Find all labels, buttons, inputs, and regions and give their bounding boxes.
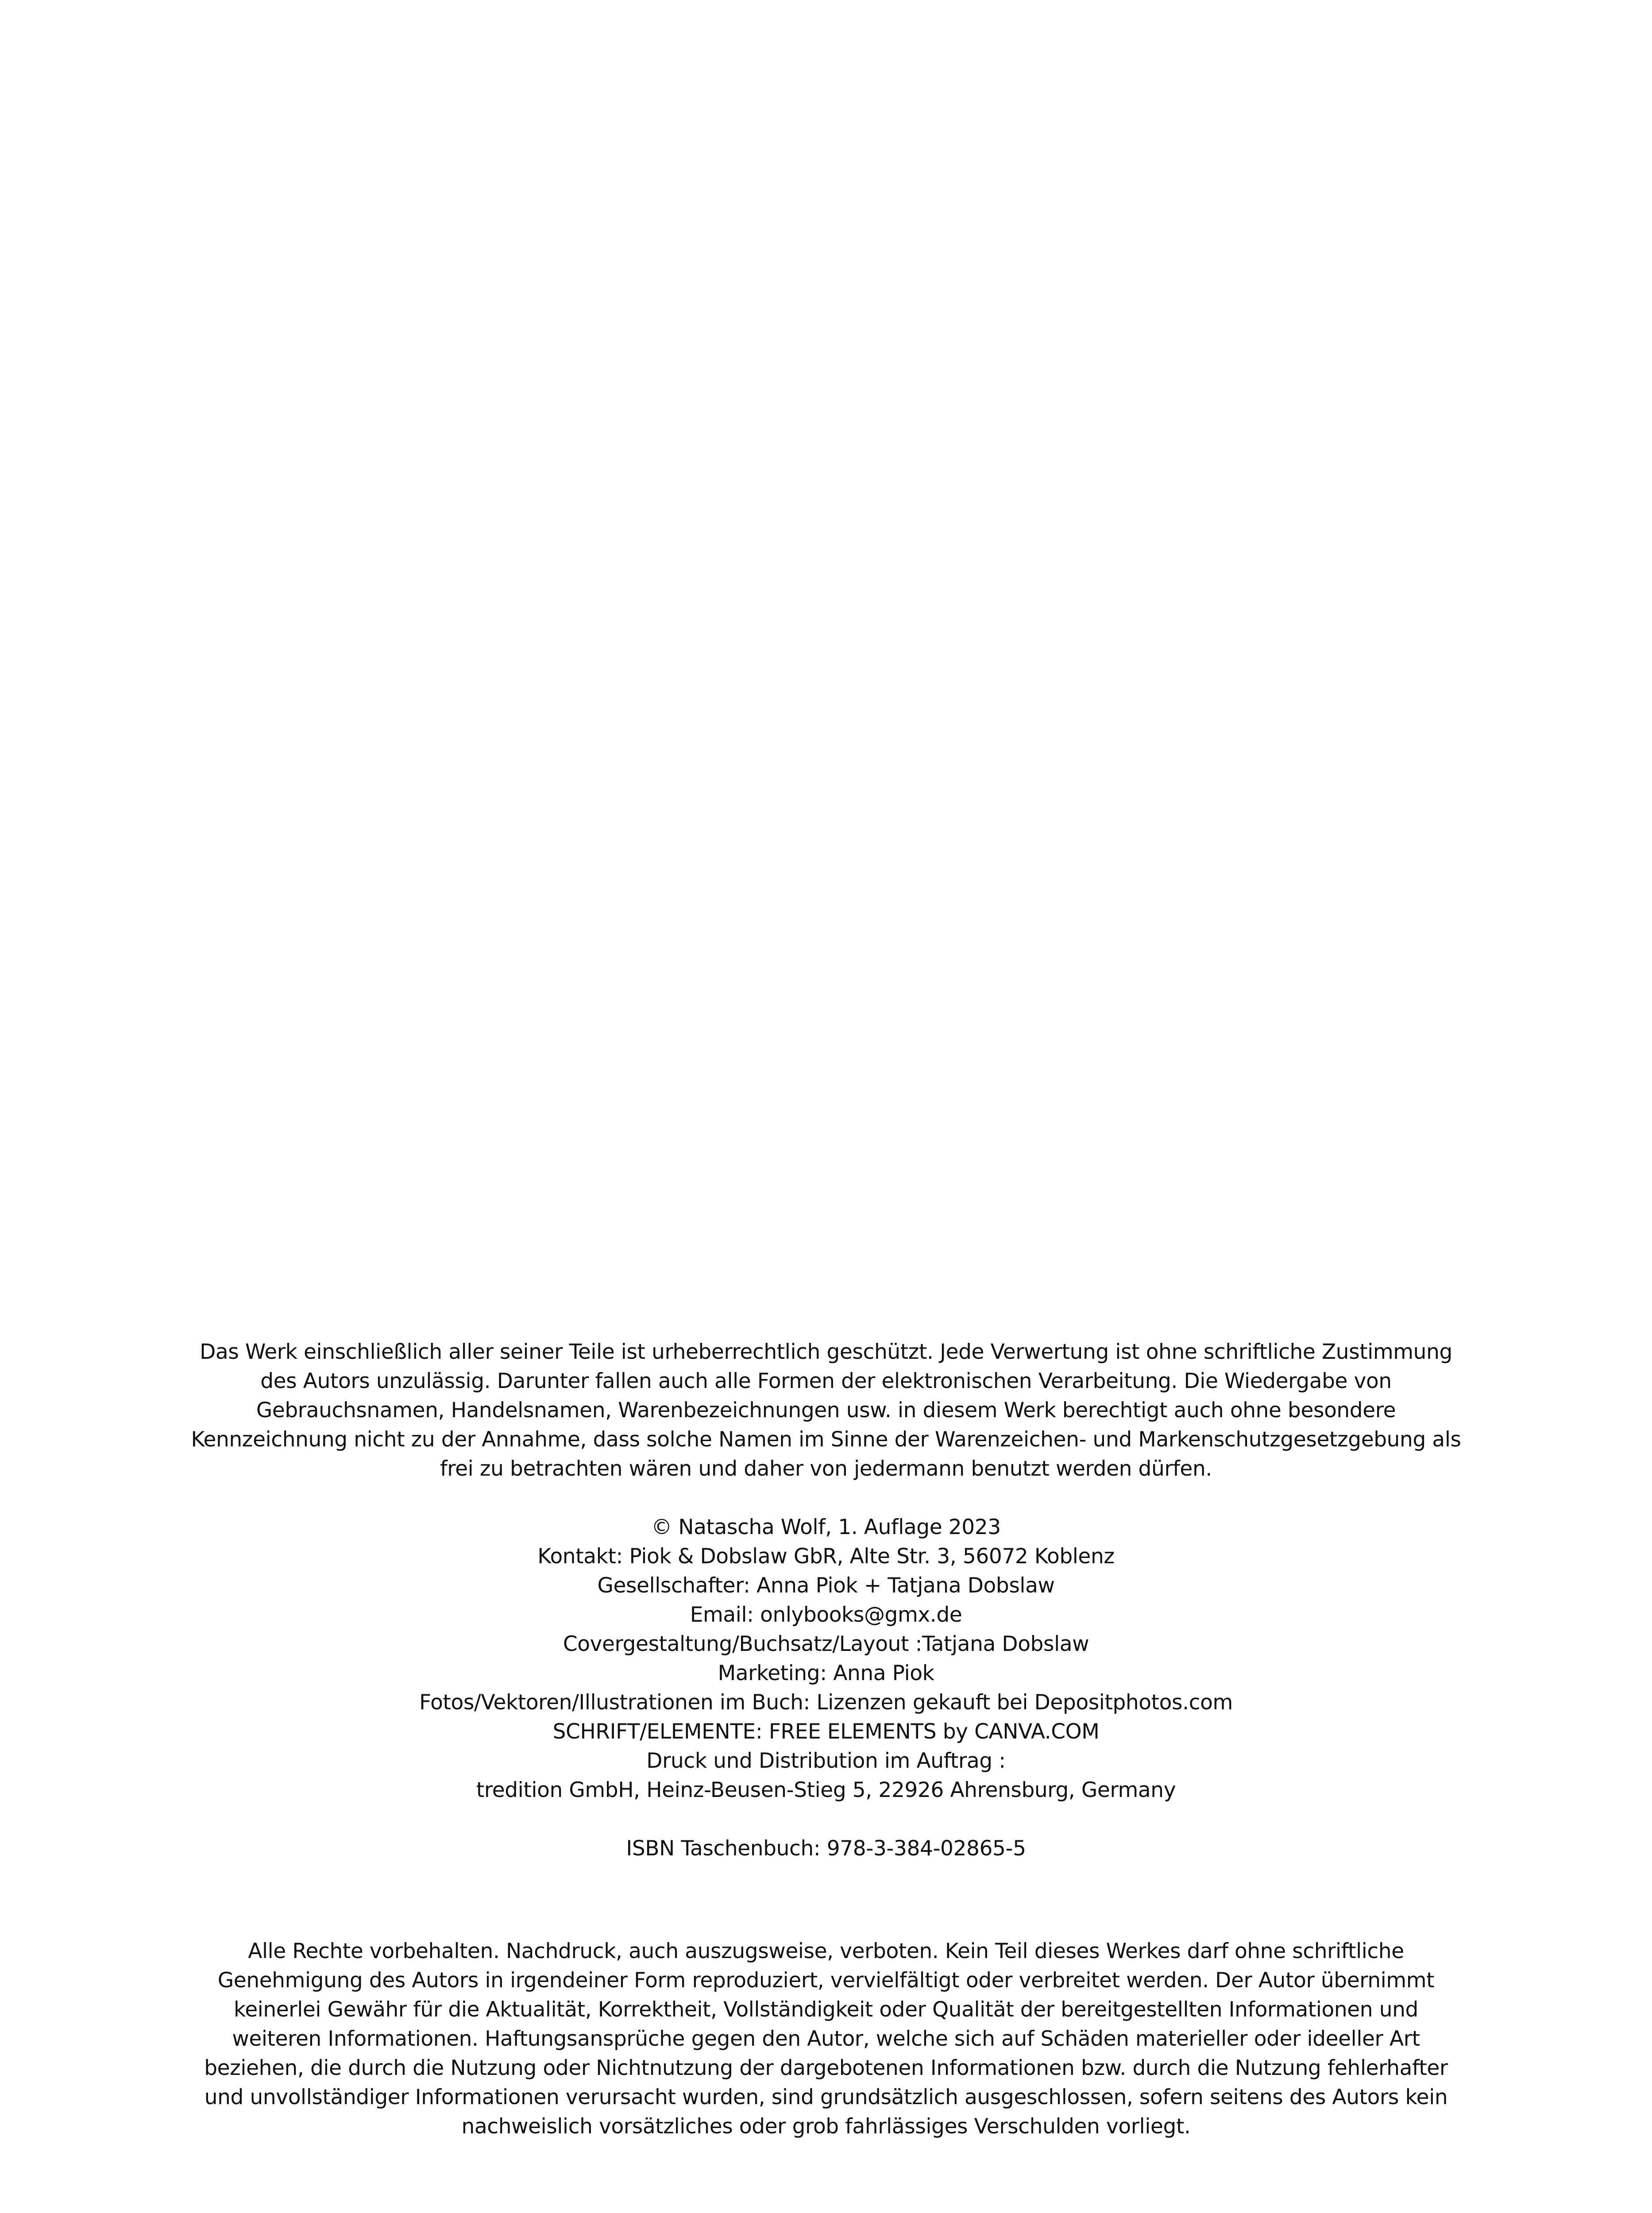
rights-notice [171, 1937, 1481, 2141]
rights-notice-line: und unvollständiger Informationen verursacht wurden, sind grundsätzlich ausgeschlossen, sofern seitens des Autors kein [204, 2085, 1448, 2109]
partners-line: Gesellschafter: Anna Piok + Tatjana Dobslaw [597, 1573, 1055, 1598]
fonts-line: SCHRIFT/ELEMENTE: FREE ELEMENTS by CANVA.COM [552, 1720, 1100, 1744]
copyright-line: © Natascha Wolf, 1. Auflage 2023 [651, 1515, 1001, 1539]
copyright-notice-line: Das Werk einschließlich aller seiner Teile ist urheberrechtlich geschützt. Jede Verwertung ist ohne schriftliche Zustimmung [200, 1340, 1452, 1364]
email-line: Email: onlybooks@gmx.de [690, 1603, 962, 1627]
credits [0, 1513, 1652, 1805]
spacer [0, 1484, 1652, 1513]
copyright-notice-line: Kennzeichnung nicht zu der Annahme, dass solche Namen im Sinne der Warenzeichen- und Markenschutzgesetzgebung als [191, 1427, 1461, 1452]
copyright-notice-line: des Autors unzulässig. Darunter fallen auch alle Formen der elektronischen Verarbeitung. Die Wiedergabe von [260, 1369, 1392, 1393]
photos-line: Fotos/Vektoren/Illustrationen im Buch: Lizenzen gekauft bei Depositphotos.com [419, 1690, 1233, 1715]
rights-notice-line: Alle Rechte vorbehalten. Nachdruck, auch auszugsweise, verboten. Kein Teil dieses Werkes darf ohne schriftliche [248, 1939, 1404, 1963]
copyright-notice-line: Gebrauchsnamen, Handelsnamen, Warenbezeichnungen usw. in diesem Werk berechtigt auch ohne besondere [256, 1398, 1396, 1423]
marketing-line: Marketing: Anna Piok [718, 1661, 934, 1685]
print-line: Druck und Distribution im Auftrag : [646, 1749, 1006, 1773]
rights-notice-line: nachweislich vorsätzliches oder grob fahrlässiges Verschulden vorliegt. [461, 2114, 1191, 2139]
spacer [0, 1805, 1652, 1834]
isbn-line: ISBN Taschenbuch: 978-3-384-02865-5 [626, 1836, 1026, 1861]
publisher-address-line: tredition GmbH, Heinz-Beusen-Stieg 5, 22926 Ahrensburg, Germany [476, 1778, 1176, 1802]
copyright-notice-line: frei zu betrachten wären und daher von jedermann benutzt werden dürfen. [440, 1457, 1212, 1481]
imprint-block [0, 1338, 1652, 2141]
rights-notice-line: keinerlei Gewähr für die Aktualität, Korrektheit, Vollständigkeit oder Qualität der bereitgestellten Informationen und [234, 1997, 1418, 2022]
design-line: Covergestaltung/Buchsatz/Layout :Tatjana Dobslaw [563, 1632, 1089, 1656]
rights-notice-line: beziehen, die durch die Nutzung oder Nichtnutzung der dargebotenen Informationen bzw. durch die Nutzung fehlerhafter [204, 2056, 1448, 2080]
rights-notice-line: weiteren Informationen. Haftungsansprüche gegen den Autor, welche sich auf Schäden materieller oder ideeller Art [232, 2027, 1420, 2051]
isbn-block [0, 1834, 1652, 1863]
rights-notice-line: Genehmigung des Autors in irgendeiner Form reproduziert, vervielfältigt oder verbreitet werden. Der Autor übernimmt [217, 1968, 1435, 1993]
copyright-notice [171, 1338, 1481, 1484]
contact-line: Kontakt: Piok & Dobslaw GbR, Alte Str. 3, 56072 Koblenz [537, 1544, 1115, 1569]
spacer [0, 1863, 1652, 1937]
